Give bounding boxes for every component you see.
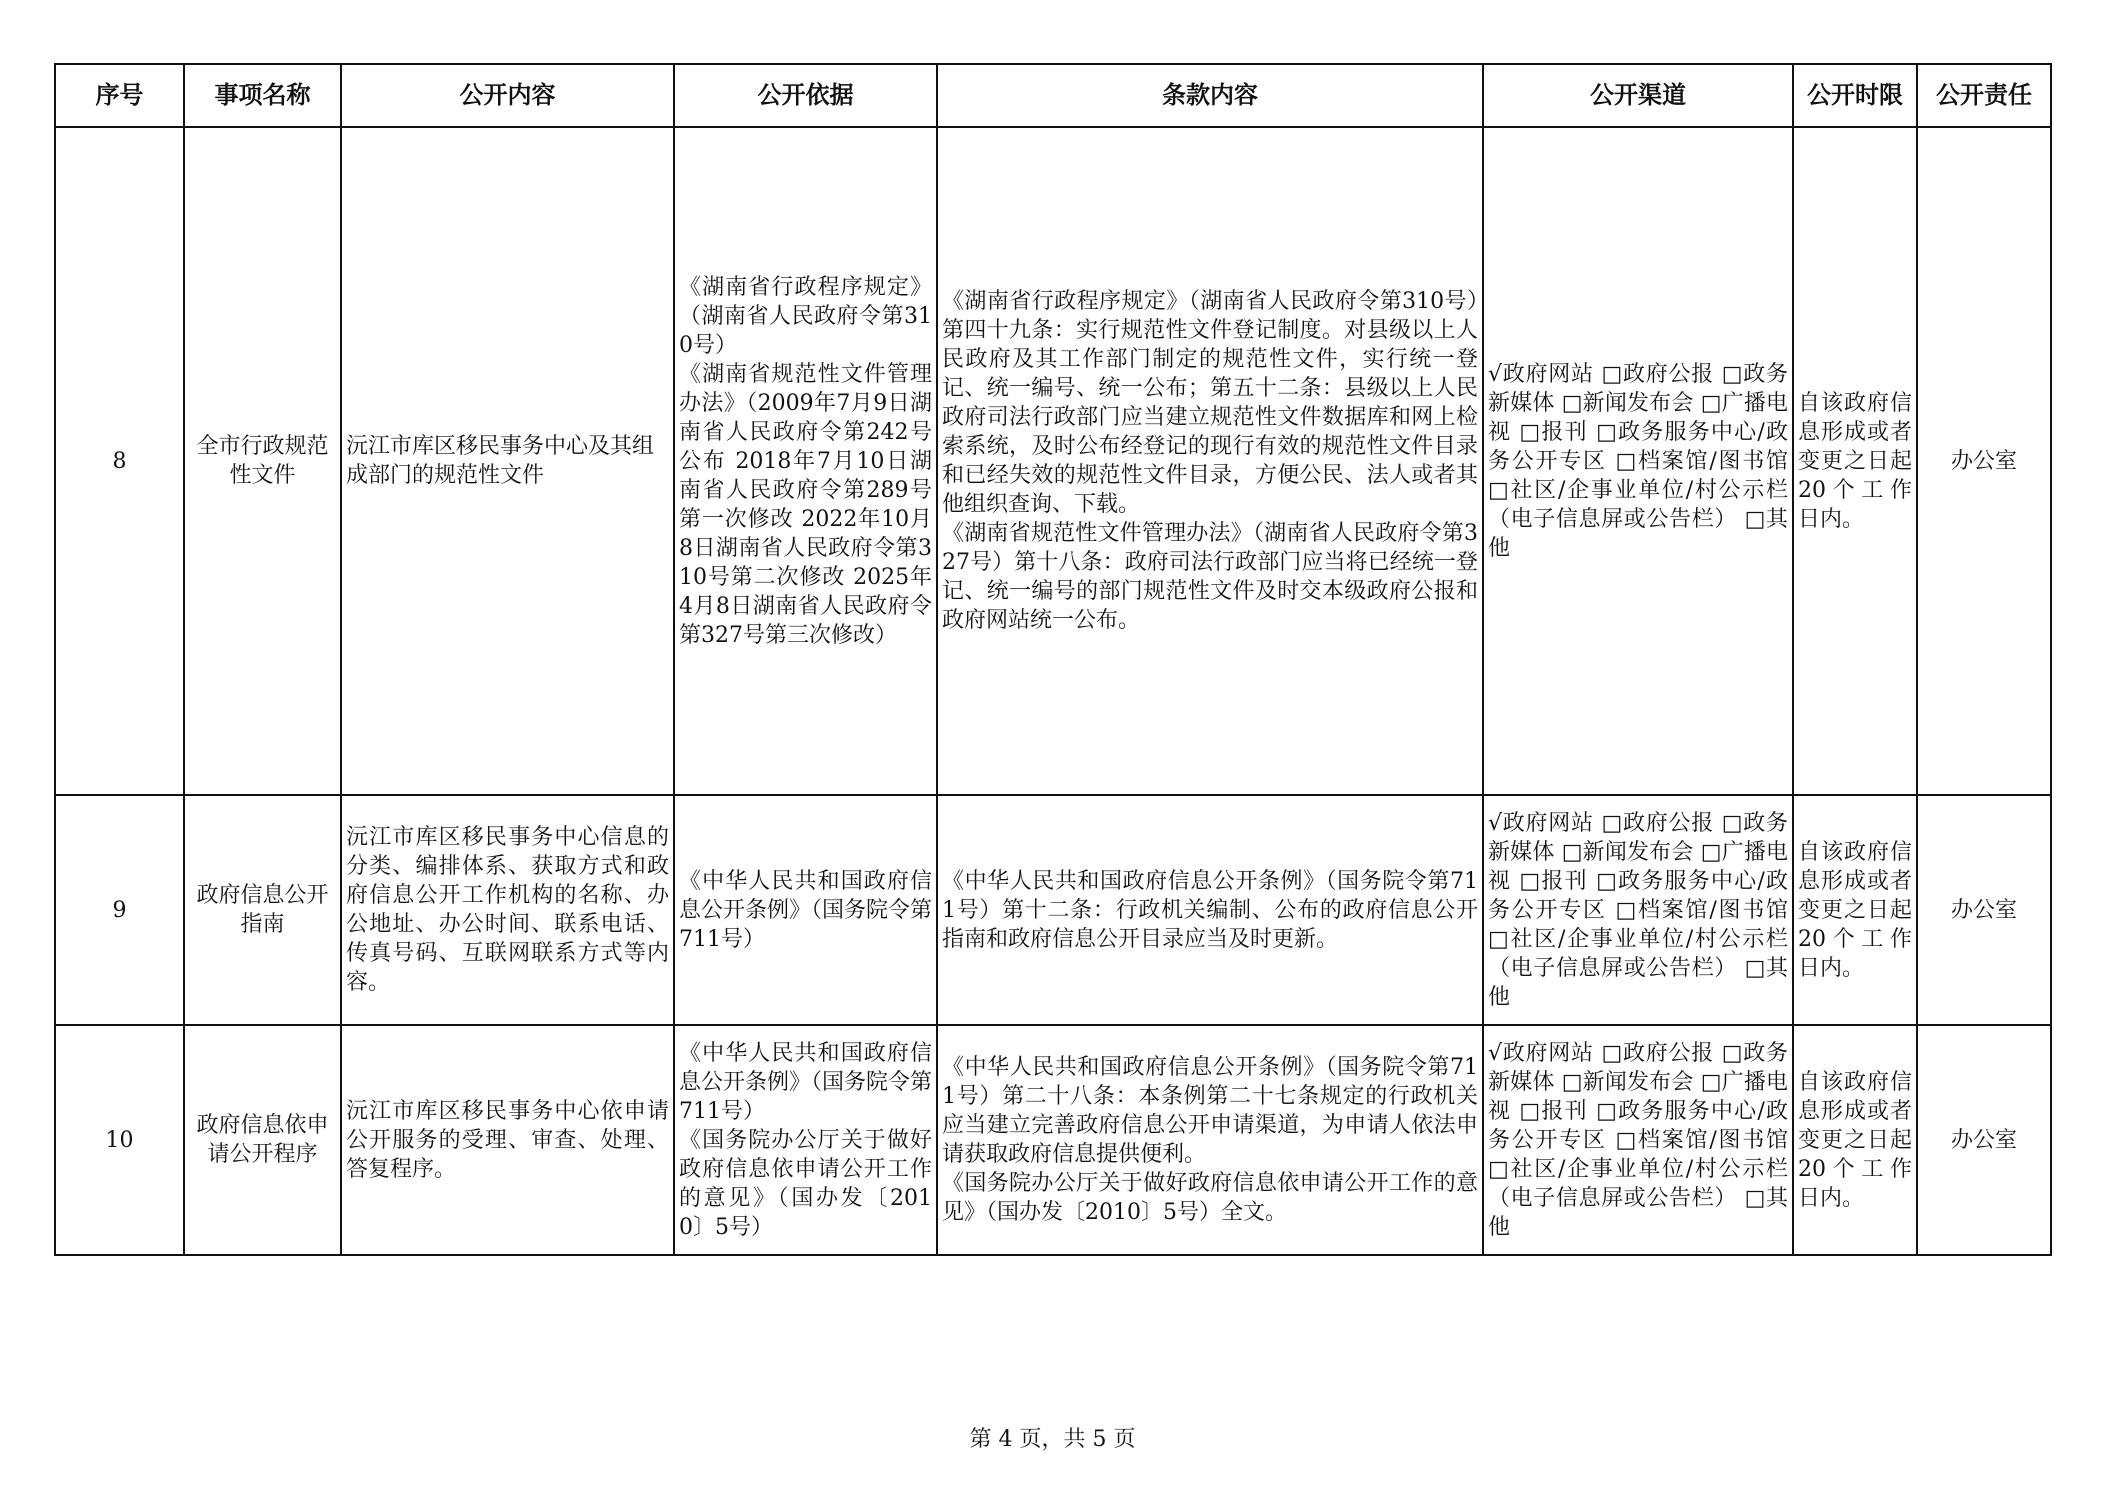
basis-paragraph: 《中华人民共和国政府信息公开条例》（国务院令第711号） [679, 868, 933, 952]
cell-basis [674, 1025, 937, 1255]
cell-responsibility: 办公室 [1917, 127, 2051, 795]
table-row [55, 795, 2051, 1025]
cell-content: 沅江市库区移民事务中心依申请公开服务的受理、审查、处理、答复程序。 [341, 1025, 674, 1255]
cell-clause [937, 1025, 1483, 1255]
basis-paragraph: 《国务院办公厅关于做好政府信息依申请公开工作的意见》（国办发〔2010〕5号） [679, 1127, 932, 1240]
cell-clause [937, 127, 1483, 795]
header-serial: 序号 [55, 64, 184, 127]
cell-serial: 10 [55, 1025, 184, 1255]
header-time-limit: 公开时限 [1793, 64, 1917, 127]
clause-paragraph: 《中华人民共和国政府信息公开条例》（国务院令第711号）第二十八条：本条例第二十七条规定的行政机关应当建立完善政府信息公开申请渠道，为申请人依法申请获取政府信息提供便利。 [942, 1055, 1478, 1167]
clause-paragraph: 《湖南省规范性文件管理办法》（湖南省人民政府令第327号）第十八条：政府司法行政部门应当将已经统一登记、统一编号的部门规范性文件及时交本级政府公报和政府网站统一公布。 [942, 521, 1478, 633]
table-row [55, 1025, 2051, 1255]
header-basis: 公开依据 [674, 64, 937, 127]
table-row [55, 127, 2051, 795]
cell-item-name: 全市行政规范性文件 [184, 127, 341, 795]
cell-time-limit: 自该政府信息形成或者变更之日起20个工作日内。 [1793, 1025, 1917, 1255]
table-header-row [55, 64, 2051, 127]
cell-time-limit: 自该政府信息形成或者变更之日起20个工作日内。 [1793, 795, 1917, 1025]
cell-serial: 8 [55, 127, 184, 795]
cell-content: 沅江市库区移民事务中心及其组成部门的规范性文件 [341, 127, 674, 795]
cell-responsibility: 办公室 [1917, 795, 2051, 1025]
cell-serial: 9 [55, 795, 184, 1025]
cell-channel: √政府网站 □政府公报 □政务新媒体 □新闻发布会 □广播电视 □报刊 □政务服务中心/政务公开专区 □档案馆/图书馆 □社区/企事业单位/村公示栏（电子信息屏或公告栏） □其他 [1483, 1025, 1793, 1255]
cell-basis [674, 127, 937, 795]
header-responsibility: 公开责任 [1917, 64, 2051, 127]
cell-clause [937, 795, 1483, 1025]
cell-channel: √政府网站 □政府公报 □政务新媒体 □新闻发布会 □广播电视 □报刊 □政务服务中心/政务公开专区 □档案馆/图书馆 □社区/企事业单位/村公示栏（电子信息屏或公告栏） □其他 [1483, 795, 1793, 1025]
cell-item-name: 政府信息公开指南 [184, 795, 341, 1025]
cell-channel: √政府网站 □政府公报 □政务新媒体 □新闻发布会 □广播电视 □报刊 □政务服务中心/政务公开专区 □档案馆/图书馆 □社区/企事业单位/村公示栏（电子信息屏或公告栏） □其他 [1483, 127, 1793, 795]
page-number-footer: 第 4 页，共 5 页 [969, 1427, 1136, 1452]
header-clause: 条款内容 [937, 64, 1483, 127]
clause-paragraph: 《湖南省行政程序规定》（湖南省人民政府令第310号）第四十九条：实行规范性文件登记制度。对县级以上人民政府及其工作部门制定的规范性文件，实行统一登记、统一编号、统一公布；第五十二条：县级以上人民政府司法行政部门应当建立规范性文件数据库和网上检索系统，及时公布经登记的现行有效的规范性文件目录和已经失效的规范性文件目录，方便公民、法人或者其他组织查询、下载。 [942, 289, 1478, 517]
basis-paragraph: 《湖南省行政程序规定》（湖南省人民政府令第310号） [679, 274, 932, 358]
clause-paragraph: 《国务院办公厅关于做好政府信息依申请公开工作的意见》（国办发〔2010〕5号）全文。 [942, 1171, 1478, 1225]
cell-basis [674, 795, 937, 1025]
cell-item-name: 政府信息依申请公开程序 [184, 1025, 341, 1255]
cell-time-limit: 自该政府信息形成或者变更之日起20个工作日内。 [1793, 127, 1917, 795]
cell-responsibility: 办公室 [1917, 1025, 2051, 1255]
cell-content: 沅江市库区移民事务中心信息的分类、编排体系、获取方式和政府信息公开工作机构的名称、办公地址、办公时间、联系电话、传真号码、互联网联系方式等内容。 [341, 795, 674, 1025]
header-item-name: 事项名称 [184, 64, 341, 127]
header-channel: 公开渠道 [1483, 64, 1793, 127]
document-page [54, 63, 2050, 1256]
basis-paragraph: 《中华人民共和国政府信息公开条例》（国务院令第711号） [679, 1040, 933, 1124]
clause-paragraph: 《中华人民共和国政府信息公开条例》（国务院令第711号）第十二条：行政机关编制、公布的政府信息公开指南和政府信息公开目录应当及时更新。 [942, 868, 1478, 952]
disclosure-table [54, 63, 2052, 1256]
basis-paragraph: 《湖南省规范性文件管理办法》（2009年7月9日湖南省人民政府令第242号公布 2018年7月10日湖南省人民政府令第289号第一次修改 2022年10月8日湖南省人民政府令第310号第二次修改 2025年4月8日湖南省人民政府令第327号第三次修改） [679, 361, 932, 648]
header-content: 公开内容 [341, 64, 674, 127]
